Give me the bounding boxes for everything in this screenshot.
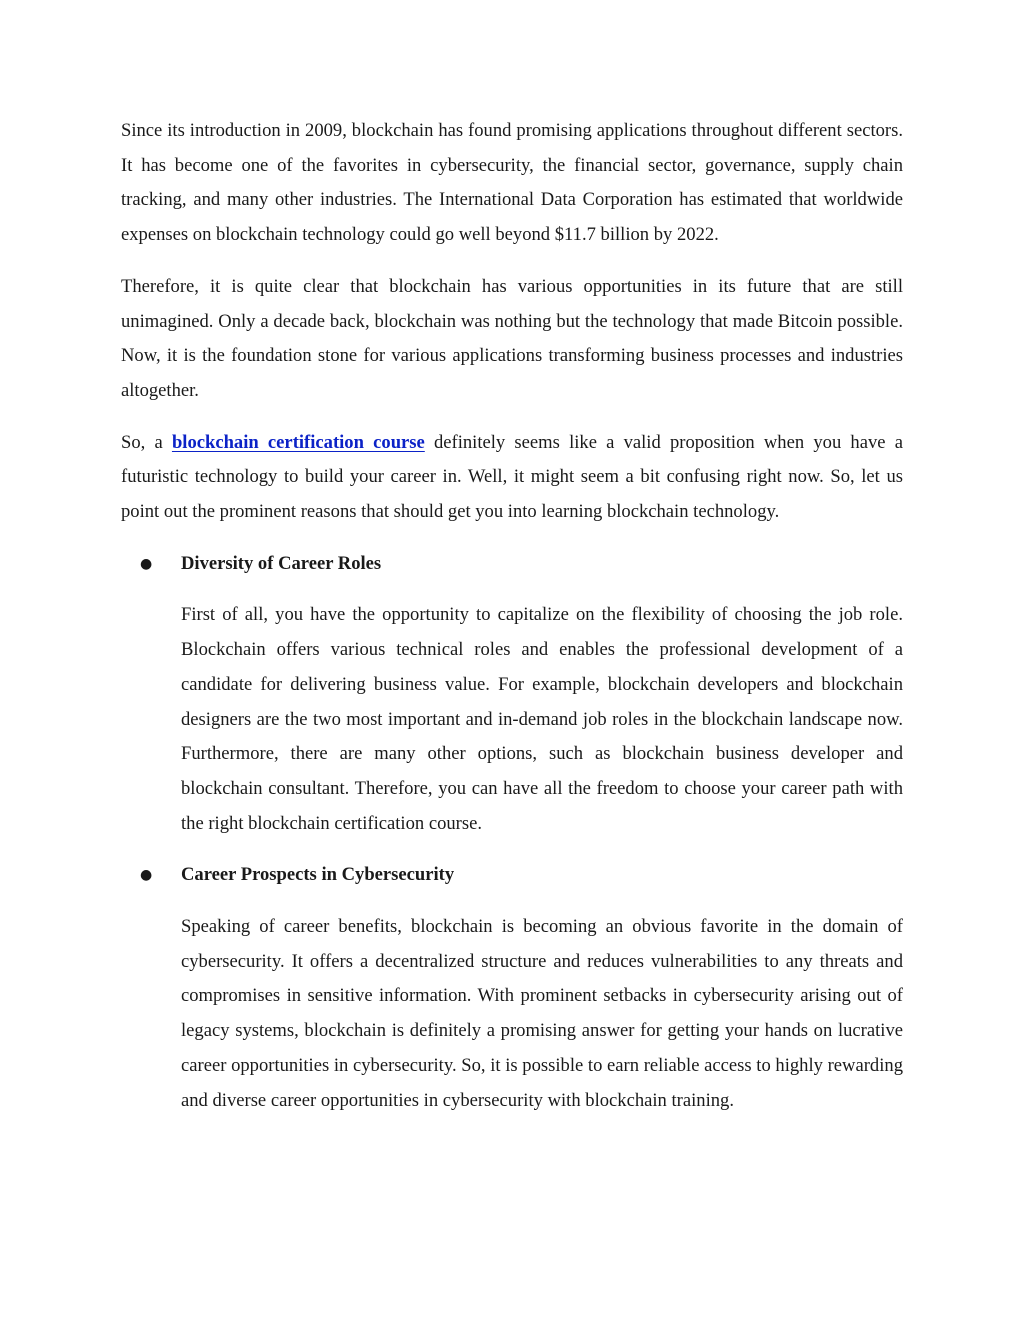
document-page (121, 114, 903, 1135)
certification-text-after: definitely seems like a valid proposition when you have a futuristic technology to build your career in. Well, it might seem a bit confusing right now. So, let us point out the prominent reasons that should get you into learning blockchain technology. (121, 431, 903, 523)
bullet-icon: ● (140, 867, 153, 884)
blockchain-certification-course-link[interactable]: blockchain certification course (171, 431, 425, 453)
certification-paragraph (121, 426, 903, 530)
section-heading-text: Career Prospects in Cybersecurity (181, 864, 455, 886)
section-body-cybersecurity: Speaking of career benefits, blockchain is becoming an obvious favorite in the domain of cybersecurity. It offers a decentralized structure and reduces vulnerabilities to any threats and compromises in sensitive information. With prominent setbacks in cybersecurity arising out of legacy systems, blockchain is definitely a promising answer for getting your hands on lucrative career opportunities in cybersecurity. So, it is possible to earn reliable access to highly rewarding and diverse career opportunities in cybersecurity with blockchain training. (181, 916, 903, 1111)
opportunities-paragraph: Therefore, it is quite clear that blockchain has various opportunities in its future that are still unimagined. Only a decade back, blockchain was nothing but the technology that made Bitcoin possible. Now, it is the foundation stone for various applications transforming business processes and industries altogether. (121, 275, 903, 401)
section-heading-career-roles (121, 547, 903, 582)
section-body-career-roles: First of all, you have the opportunity to capitalize on the flexibility of choosing the job role. Blockchain offers various technical roles and enables the professional development of a candidate for delivering business value. For example, blockchain developers and blockchain designers are the two most important and in-demand job roles in the blockchain landscape now. Furthermore, there are many other options, such as blockchain business developer and blockchain consultant. Therefore, you can have all the freedom to choose your career path with the right blockchain certification course. (181, 604, 903, 834)
section-heading-cybersecurity (121, 858, 903, 893)
certification-text-before: So, a (121, 431, 172, 453)
section-heading-text: Diversity of Career Roles (181, 552, 382, 574)
intro-paragraph: Since its introduction in 2009, blockchain has found promising applications throughout different sectors. It has become one of the favorites in cybersecurity, the financial sector, governance, supply chain tracking, and many other industries. The International Data Corporation has estimated that worldwide expenses on blockchain technology could go well beyond $11.7 billion by 2022. (121, 120, 903, 246)
bullet-icon: ● (140, 555, 153, 572)
